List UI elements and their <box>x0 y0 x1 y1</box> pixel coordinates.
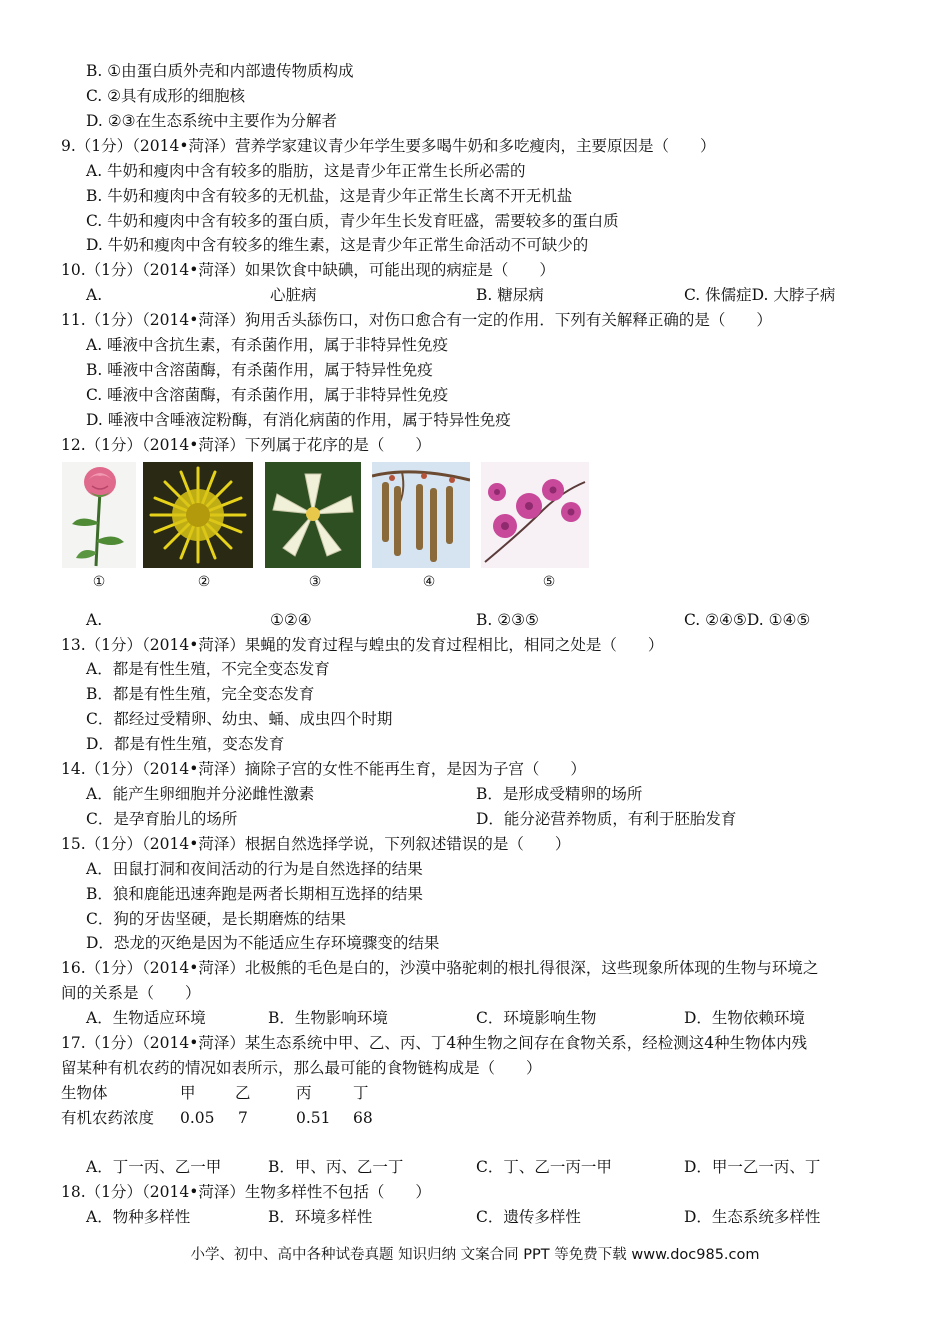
q18-option-a: A．物种多样性 <box>86 1208 191 1226</box>
q8-option-c: C. ②具有成形的细胞核 <box>86 87 246 105</box>
q15-option-a: A．田鼠打洞和夜间活动的行为是自然选择的结果 <box>86 860 423 878</box>
footer-note: 小学、初中、高中各种试卷真题 知识归纳 文案合同 PPT 等免费下载 www.doc985.com <box>190 1247 760 1263</box>
q18-option-d: D．生态系统多样性 <box>684 1208 821 1226</box>
q10-option-cd: C. 侏儒症D. 大脖子病 <box>684 286 836 304</box>
image-caption-3: ③ <box>308 574 322 590</box>
q9-option-c: C. 牛奶和瘦肉中含有较多的蛋白质，青少年生长发育旺盛，需要较多的蛋白质 <box>86 212 619 230</box>
q14-option-a: A．能产生卵细胞并分泌雌性激素 <box>86 785 315 803</box>
q17-option-b: B．甲、丙、乙一丁 <box>268 1158 404 1176</box>
table-row-label: 有机农药浓度 <box>61 1109 155 1127</box>
table-value-jia: 0.05 <box>180 1109 215 1127</box>
q15-option-b: B．狼和鹿能迅速奔跑是两者长期相互选择的结果 <box>86 885 423 903</box>
q12-option-cd: C. ②④⑤D. ①④⑤ <box>684 611 811 629</box>
q11-option-d: D. 唾液中含唾液淀粉酶，有消化病菌的作用，属于特异性免疫 <box>86 411 511 429</box>
q16-stem-line2: 间的关系是（ ） <box>61 984 201 1002</box>
q12-stem: 12.（1分）（2014•菏泽）下列属于花序的是（ ） <box>61 436 431 454</box>
q16-stem-line1: 16.（1分）（2014•菏泽）北极熊的毛色是白的，沙漠中骆驼刺的根扎得很深，这些现象所体现的生物与环境之 <box>61 959 819 977</box>
q17-stem-line2: 留某种有机农药的情况如表所示，那么最可能的食物链构成是（ ） <box>61 1059 542 1077</box>
rose-image <box>62 462 136 568</box>
table-header-organism: 生物体 <box>61 1084 108 1102</box>
q18-option-b: B．环境多样性 <box>268 1208 373 1226</box>
q15-option-d: D．恐龙的灭绝是因为不能适应生存环境骤变的结果 <box>86 934 440 952</box>
q9-option-a: A. 牛奶和瘦肉中含有较多的脂肪，这是青少年正常生长所必需的 <box>86 162 526 180</box>
image-caption-5: ⑤ <box>542 574 556 590</box>
chrysanthemum-image <box>143 462 253 568</box>
q9-option-b: B. 牛奶和瘦肉中含有较多的无机盐，这是青少年正常生长离不开无机盐 <box>86 187 573 205</box>
table-header-yi: 乙 <box>235 1084 251 1102</box>
q12-option-b: B. ②③⑤ <box>476 611 539 629</box>
q10-stem: 10.（1分）（2014•菏泽）如果饮食中缺碘，可能出现的病症是（ ） <box>61 261 555 279</box>
table-value-yi: 7 <box>238 1109 248 1127</box>
q11-option-a: A. 唾液中含抗生素，有杀菌作用，属于非特异性免疫 <box>86 336 449 354</box>
table-value-bing: 0.51 <box>296 1109 331 1127</box>
q13-option-a: A．都是有性生殖，不完全变态发育 <box>86 660 330 678</box>
q9-option-d: D. 牛奶和瘦肉中含有较多的维生素，这是青少年正常生命活动不可缺少的 <box>86 236 589 254</box>
q8-option-d: D. ②③在生态系统中主要作为分解者 <box>86 112 338 130</box>
white-flower-image <box>265 462 361 568</box>
q12-option-a-label: A. <box>86 611 103 629</box>
q17-stem-line1: 17.（1分）（2014•菏泽）某生态系统中甲、乙、丙、丁4种生物之间存在食物关系，经检测这4种生物体内残 <box>61 1034 808 1052</box>
catkin-image <box>372 462 470 568</box>
q10-option-b: B. 糖尿病 <box>476 286 544 304</box>
table-header-jia: 甲 <box>180 1084 196 1102</box>
q13-option-d: D．都是有性生殖，变态发育 <box>86 735 285 753</box>
image-caption-2: ② <box>197 574 211 590</box>
q11-option-c: C. 唾液中含溶菌酶，有杀菌作用，属于非特异性免疫 <box>86 386 449 404</box>
q13-option-b: B．都是有性生殖，完全变态发育 <box>86 685 315 703</box>
q17-option-c: C．丁、乙一丙一甲 <box>476 1158 612 1176</box>
q9-stem: 9.（1分）（2014•菏泽）营养学家建议青少年学生要多喝牛奶和多吃瘦肉，主要原因是（ ） <box>61 137 716 155</box>
q14-option-d: D．能分泌营养物质，有利于胚胎发育 <box>476 810 737 828</box>
q18-stem: 18.（1分）（2014•菏泽）生物多样性不包括（ ） <box>61 1183 431 1201</box>
q14-option-c: C．是孕育胎儿的场所 <box>86 810 238 828</box>
table-value-ding: 68 <box>353 1109 373 1127</box>
q11-option-b: B. 唾液中含溶菌酶，有杀菌作用，属于特异性免疫 <box>86 361 433 379</box>
q16-option-b: B．生物影响环境 <box>268 1009 388 1027</box>
q14-stem: 14.（1分）（2014•菏泽）摘除子宫的女性不能再生育，是因为子宫（ ） <box>61 760 586 778</box>
q18-option-c: C．遗传多样性 <box>476 1208 581 1226</box>
q13-option-c: C．都经过受精卵、幼虫、蛹、成虫四个时期 <box>86 710 393 728</box>
table-header-ding: 丁 <box>353 1084 369 1102</box>
q15-stem: 15.（1分）（2014•菏泽）根据自然选择学说，下列叙述错误的是（ ） <box>61 835 571 853</box>
q15-option-c: C．狗的牙齿坚硬，是长期磨炼的结果 <box>86 910 346 928</box>
q10-option-a: 心脏病 <box>270 286 317 304</box>
orchid-image <box>481 462 589 568</box>
q17-option-d: D．甲一乙一丙、丁 <box>684 1158 821 1176</box>
q10-option-a-label: A. <box>86 286 103 304</box>
q12-option-a: ①②④ <box>270 611 312 629</box>
table-header-bing: 丙 <box>296 1084 312 1102</box>
q16-option-a: A．生物适应环境 <box>86 1009 206 1027</box>
q13-stem: 13.（1分）（2014•菏泽）果蝇的发育过程与蝗虫的发育过程相比，相同之处是（ ） <box>61 636 664 654</box>
image-caption-1: ① <box>92 574 106 590</box>
q14-option-b: B．是形成受精卵的场所 <box>476 785 643 803</box>
q8-option-b: B. ①由蛋白质外壳和内部遗传物质构成 <box>86 62 354 80</box>
image-caption-4: ④ <box>422 574 436 590</box>
q16-option-d: D．生物依赖环境 <box>684 1009 805 1027</box>
q11-stem: 11.（1分）（2014•菏泽）狗用舌头舔伤口，对伤口愈合有一定的作用．下列有关解释正确的是（ ） <box>61 311 772 329</box>
q16-option-c: C．环境影响生物 <box>476 1009 597 1027</box>
q17-option-a: A．丁一丙、乙一甲 <box>86 1158 222 1176</box>
